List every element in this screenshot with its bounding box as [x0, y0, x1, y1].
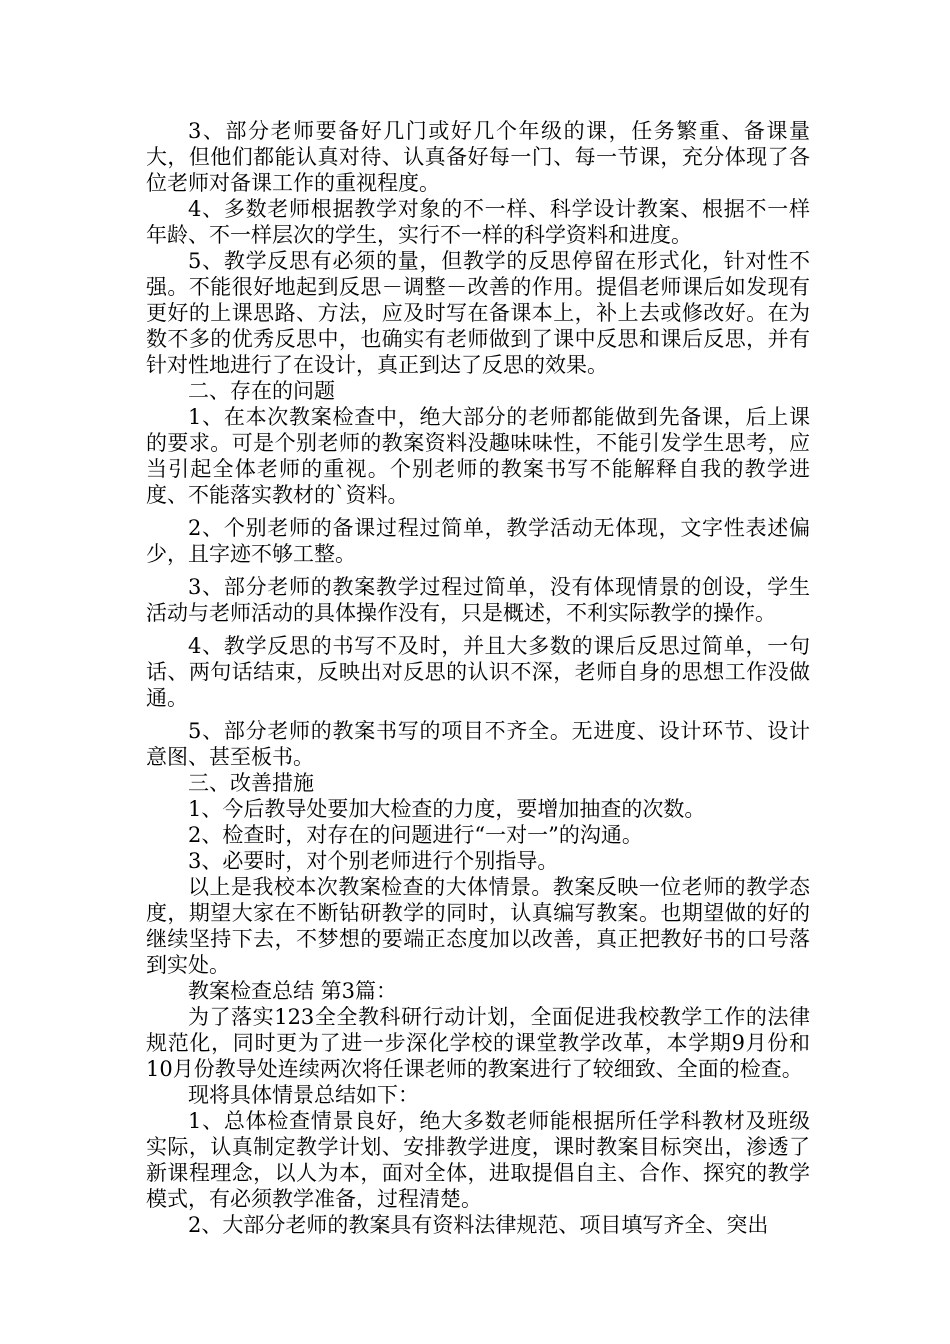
- paragraph-problem-4: 4、教学反思的书写不及时，并且大多数的课后反思过简单，一句话、两句话结束，反映出对反思的认识不深，老师自身的思想工作没做通。: [146, 634, 810, 710]
- paragraph-conclusion: 以上是我校本次教案检查的大体情景。教案反映一位老师的教学态度，期望大家在不断钻研教学的同时，认真编写教案。也期望做的好的继续坚持下去，不梦想的要端正态度加以改善，真正把教好书的口号落到实处。: [146, 875, 810, 977]
- section-heading-problems: 二、存在的问题: [188, 379, 335, 403]
- paragraph-measure-3: 3、必要时，对个别老师进行个别指导。: [188, 849, 559, 873]
- paragraph-problem-1: 1、在本次教案检查中，绝大部分的老师都能做到先备课，后上课的要求。可是个别老师的教案资料没趣味味性，不能引发学生思考，应当引起全体老师的重视。个别老师的教案书写不能解释自我的教学进度、不能落实教材的`资料。: [146, 405, 810, 507]
- document-body: [146, 118, 810, 1238]
- paragraph-measure-2: 2、检查时，对存在的问题进行“一对一”的沟通。: [188, 823, 643, 847]
- paragraph-prep-load: 3、部分老师要备好几门或好几个年级的课，任务繁重、备课量大，但他们都能认真对待、认真备好每一门、每一节课，充分体现了各位老师对备课工作的重视程度。: [146, 119, 810, 195]
- paragraph-design-plans: 4、多数老师根据教学对象的不一样、科学设计教案、根据不一样年龄、不一样层次的学生，实行不一样的科学资料和进度。: [146, 197, 810, 247]
- paragraph-measure-1: 1、今后教导处要加大检查的力度，要增加抽查的次数。: [188, 797, 706, 821]
- paragraph-reflection: 5、教学反思有必须的量，但教学的反思停留在形式化，针对性不强。不能很好地起到反思－调整－改善的作用。提倡老师课后如发现有更好的上课思路、方法，应及时写在备课本上，补上去或修改好。在为数不多的优秀反思中，也确实有老师做到了课中反思和课后反思，并有针对性地进行了在设计，真正到达了反思的效果。: [146, 249, 810, 377]
- paragraph-summary-2: 2、大部分老师的教案具有资料法律规范、项目填写齐全、突出: [188, 1213, 769, 1237]
- section-heading-measures: 三、改善措施: [188, 771, 314, 795]
- paragraph-summary-1: 1、总体检查情景良好，绝大多数老师能根据所任学科教材及班级实际，认真制定教学计划、安排教学进度，课时教案目标突出，渗透了新课程理念，以人为本，面对全体，进取提倡自主、合作、探究的教学模式，有必须教学准备，过程清楚。: [146, 1109, 810, 1211]
- paragraph-problem-3: 3、部分老师的教案教学过程过简单，没有体现情景的创设，学生活动与老师活动的具体操作没有，只是概述，不利实际教学的操作。: [146, 575, 810, 625]
- section-title-part-3: 教案检查总结 第3篇：: [188, 979, 398, 1003]
- paragraph-problem-5: 5、部分老师的教案书写的项目不齐全。无进度、设计环节、设计意图、甚至板书。: [146, 719, 810, 769]
- paragraph-summary-lead: 现将具体情景总结如下：: [188, 1083, 419, 1107]
- paragraph-intro-part-3: 为了落实123全全教科研行动计划，全面促进我校教学工作的法律规范化，同时更为了进一步深化学校的课堂教学改革，本学期9月份和10月份教导处连续两次将任课老师的教案进行了较细致、全面的检查。: [146, 1005, 810, 1081]
- paragraph-problem-2: 2、个别老师的备课过程过简单，教学活动无体现，文字性表述偏少，且字迹不够工整。: [146, 516, 810, 566]
